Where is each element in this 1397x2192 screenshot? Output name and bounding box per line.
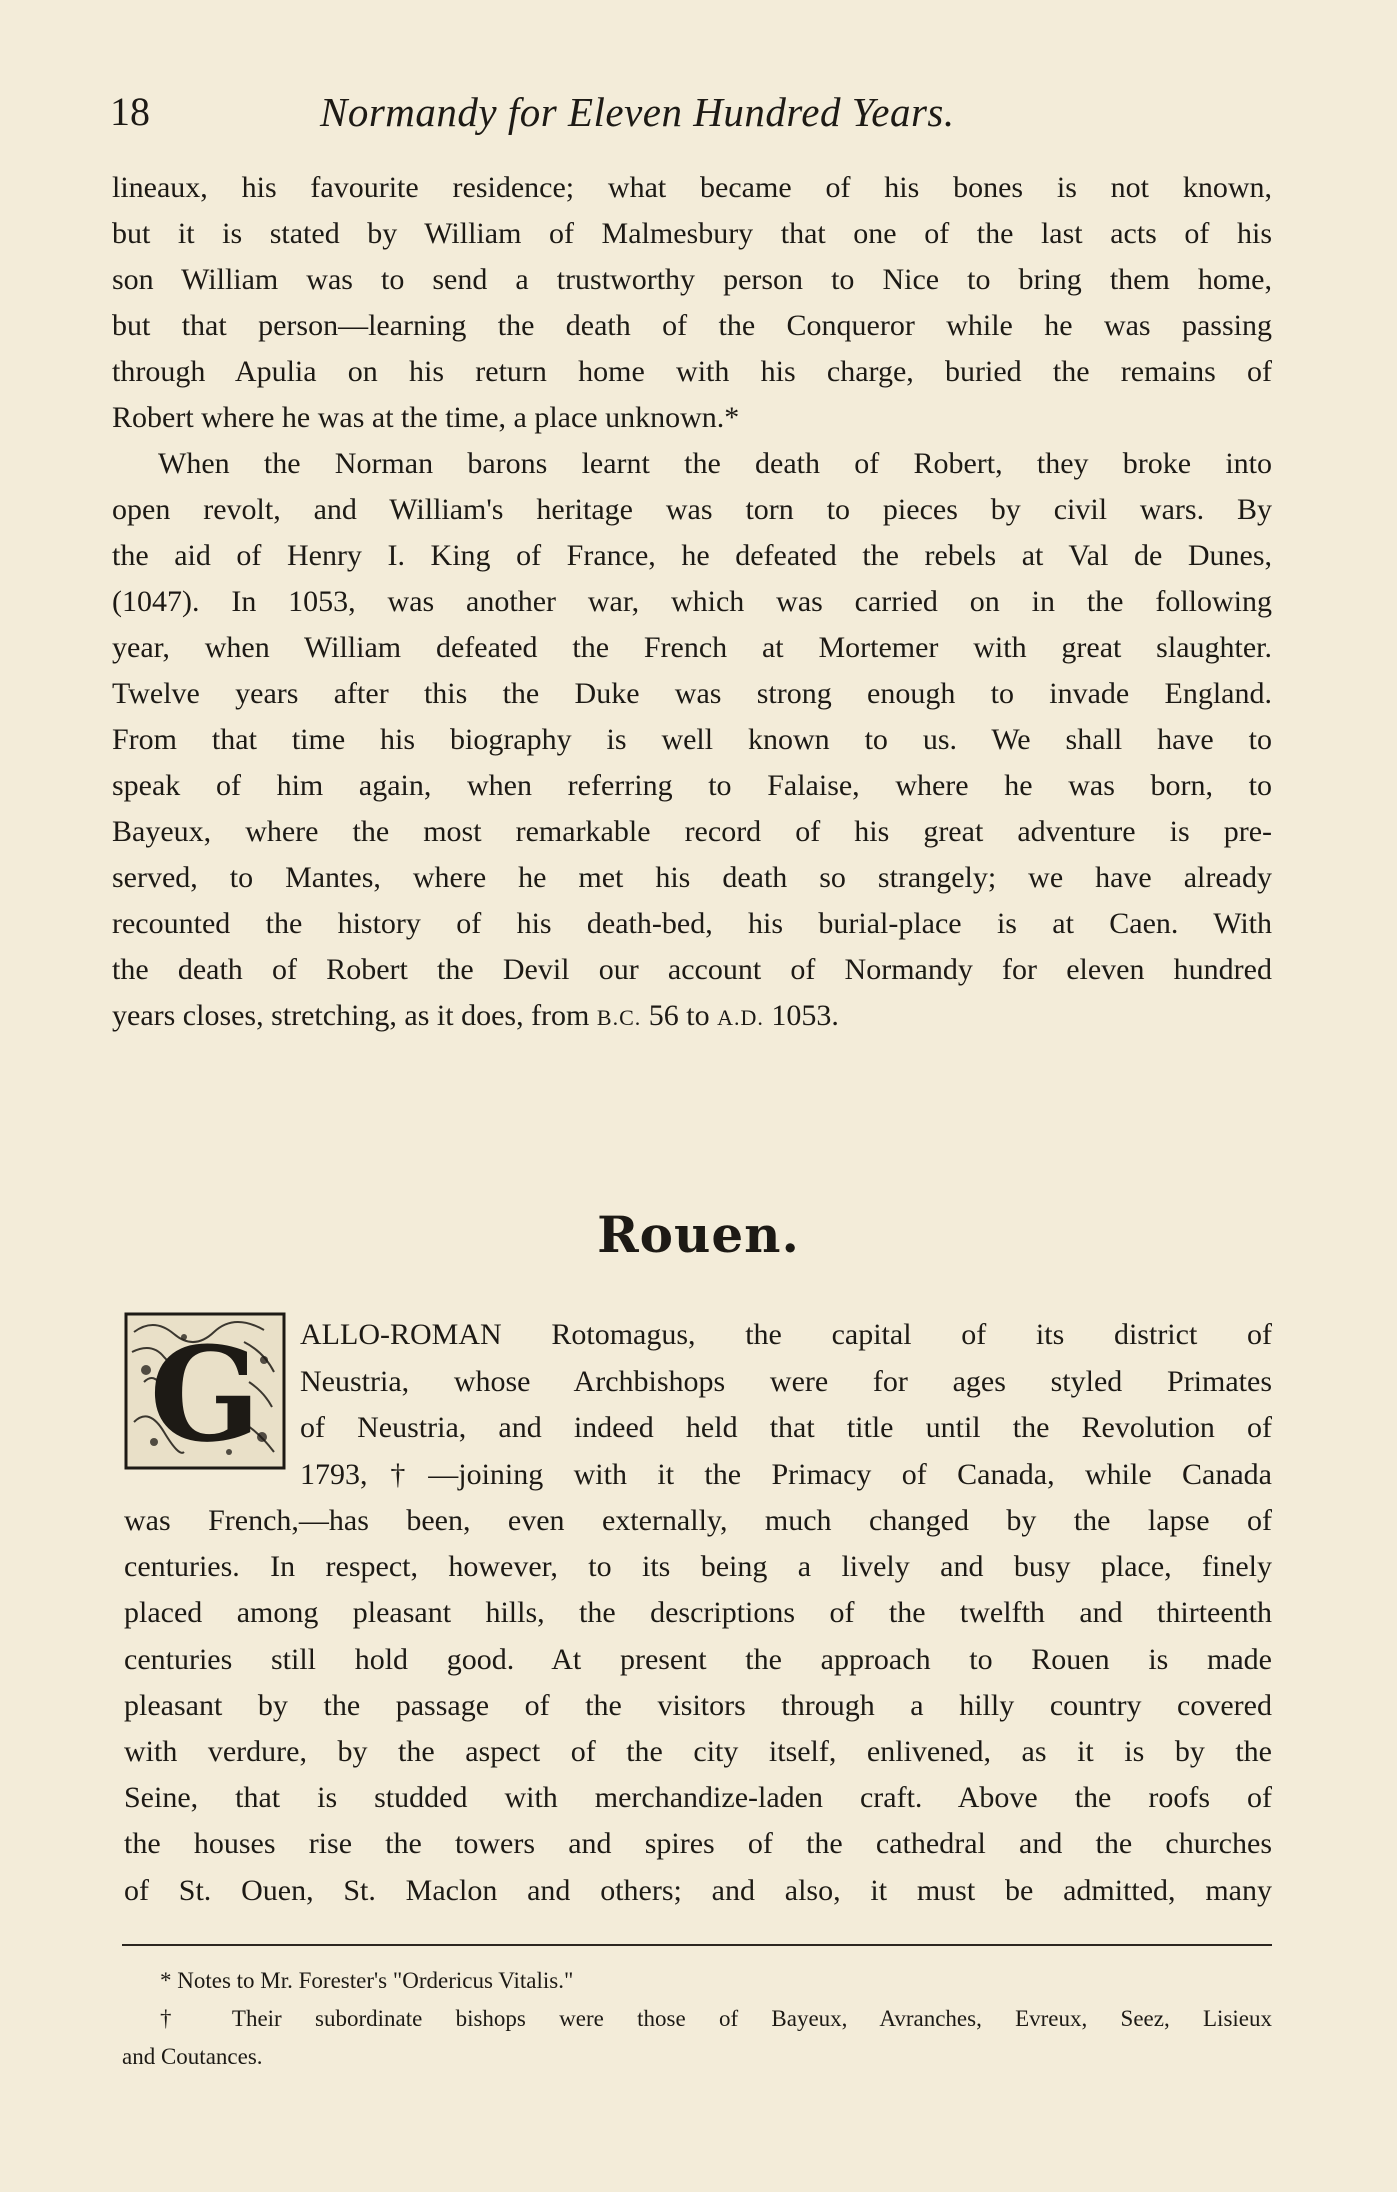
text-line: of Neustria, and indeed held that title until the Revolution of [300,1411,1272,1444]
text-line: lineaux, his favourite residence; what became of his bones is not known, [112,171,1272,204]
text-line: centuries still hold good. At present the approach to Rouen is made [124,1642,1272,1676]
text-line: but it is stated by William of Malmesbury that one of the last acts of his [112,217,1272,250]
section-heading: Rouen. [597,1205,800,1264]
running-head [110,82,1270,142]
dropcap-letter: G [149,1318,261,1470]
footnote-2-continued: and Coutances. [122,2044,263,2069]
footnote-2: † Their subordinate bishops were those of Bayeux, Avranches, Evreux, Seez, Lisieux [160,2006,1272,2031]
footnote-rule [122,1944,1272,1946]
text-line: son William was to send a trustworthy person to Nice to bring them home, [112,263,1272,296]
footnote-1: * Notes to Mr. Forester's "Ordericus Vitalis." [160,1968,574,1993]
text-line: recounted the history of his death-bed, his burial-place is at Caen. With [112,907,1272,940]
text-line: When the Norman barons learnt the death of Robert, they broke into [158,447,1272,480]
text-line: through Apulia on his return home with his charge, buried the remains of [112,355,1272,388]
text-line: the houses rise the towers and spires of the cathedral and the churches [124,1827,1272,1861]
text-line: the death of Robert the Devil our account of Normandy for eleven hundred [112,953,1272,986]
text-line: placed among pleasant hills, the descriptions of the twelfth and thirteenth [124,1596,1272,1630]
text-line: From that time his biography is well known to us. We shall have to [112,723,1272,756]
text-line: was French,—has been, even externally, much changed by the lapse of [124,1504,1272,1537]
footnotes [122,1962,1272,2076]
text-line: centuries. In respect, however, to its being a lively and busy place, finely [124,1550,1272,1584]
text-line: Seine, that is studded with merchandize-laden craft. Above the roofs of [124,1781,1272,1815]
text-fragment: years closes, stretching, as it does, from [112,999,597,1032]
text-line: Twelve years after this the Duke was strong enough to invade England. [112,677,1272,710]
text-line: with verdure, by the aspect of the city itself, enlivened, as it is by the [124,1734,1272,1768]
text-fragment: 56 to [641,999,718,1032]
text-fragment: 1053. [763,999,839,1032]
text-line: of St. Ouen, St. Maclon and others; and also, it must be admitted, many [124,1873,1272,1907]
ornamental-dropcap-g [124,1312,286,1470]
text-line: but that person—learning the death of the Conqueror while he was passing [112,309,1272,342]
text-line: Bayeux, where the most remarkable record of his great adventure is pre- [112,815,1272,848]
paragraph-continuation [112,165,1272,1039]
text-line: ALLO-ROMAN Rotomagus, the capital of its district of [300,1318,1272,1351]
rouen-paragraph [124,1498,1272,1914]
small-caps-bc: B.C. [596,1005,642,1030]
text-line: speak of him again, when referring to Falaise, where he was born, to [112,769,1272,802]
text-line: served, to Mantes, where he met his death so strangely; we have already [112,861,1272,894]
text-line-dates [112,993,1272,1039]
text-line: the aid of Henry I. King of France, he defeated the rebels at Val de Dunes, [112,539,1272,572]
text-line: Robert where he was at the time, a place unknown.* [112,401,740,434]
text-line: year, when William defeated the French at Mortemer with great slaughter. [112,631,1272,664]
small-caps-ad: A.D. [717,1005,764,1030]
text-line: open revolt, and William's heritage was torn to pieces by civil wars. By [112,493,1272,526]
dropcap-lines [300,1312,1272,1498]
text-line: (1047). In 1053, was another war, which was carried on in the following [112,585,1272,618]
text-line: 1793,†—joining with it the Primacy of Canada, while Canada [300,1457,1272,1491]
text-line: Neustria, whose Archbishops were for ages styled Primates [300,1364,1272,1398]
running-title: Normandy for Eleven Hundred Years. [320,89,955,135]
page-number: 18 [110,89,150,134]
text-line: pleasant by the passage of the visitors through a hilly country covered [124,1688,1272,1722]
